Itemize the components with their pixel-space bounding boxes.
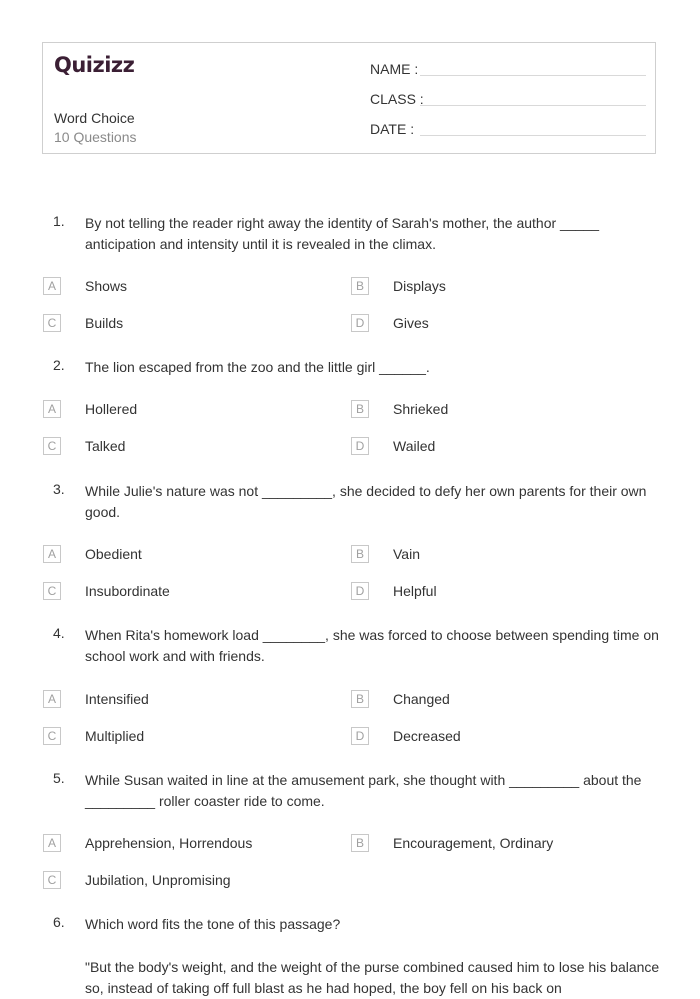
option-text: Changed — [393, 691, 450, 707]
class-label: CLASS : — [370, 91, 424, 107]
name-field[interactable] — [370, 61, 646, 81]
option-letter: C — [43, 871, 61, 889]
option-text: Apprehension, Horrendous — [85, 835, 253, 851]
option-letter: C — [43, 437, 61, 455]
option-letter: A — [43, 834, 61, 852]
question-number: 1. — [53, 213, 65, 229]
question-text: By not telling the reader right away the identity of Sarah's mother, the author _____ anticipation and intensity until it is revealed in the climax. — [85, 215, 603, 252]
question-number: 3. — [53, 481, 65, 497]
option-text: Insubordinate — [85, 583, 170, 599]
question-text: Which word fits the tone of this passage? — [85, 916, 341, 932]
worksheet-header — [42, 42, 656, 154]
date-line — [420, 135, 646, 136]
option-letter: D — [351, 314, 369, 332]
option-text: Helpful — [393, 583, 437, 599]
date-label: DATE : — [370, 121, 415, 137]
option-letter: C — [43, 314, 61, 332]
option-letter: B — [351, 690, 369, 708]
option-letter: C — [43, 582, 61, 600]
option-text: Decreased — [393, 728, 461, 744]
class-line — [420, 105, 646, 106]
option-letter: A — [43, 277, 61, 295]
question-number: 5. — [53, 770, 65, 786]
question-number: 4. — [53, 625, 65, 641]
option-text: Gives — [393, 315, 429, 331]
question-text: While Julie's nature was not _________, she decided to defy her own parents for their own good. — [85, 483, 651, 520]
option-text: Hollered — [85, 401, 138, 417]
option-text: Multiplied — [85, 728, 145, 744]
question-text: While Susan waited in line at the amusement park, she thought with _________ about the _________ roller coaster ride to come. — [85, 772, 646, 809]
option-letter: B — [351, 834, 369, 852]
option-text: Talked — [85, 438, 126, 454]
option-letter: B — [351, 545, 369, 563]
option-letter: C — [43, 727, 61, 745]
option-text: Jubilation, Unpromising — [85, 872, 231, 888]
option-letter: B — [351, 277, 369, 295]
option-letter: B — [351, 400, 369, 418]
passage-text: "But the body's weight, and the weight of the purse combined caused him to lose his balance so, instead of taking off full blast as he had hoped, the boy fell on his back on — [85, 959, 664, 996]
option-text: Builds — [85, 315, 124, 331]
option-text: Shows — [85, 278, 128, 294]
question-number: 2. — [53, 357, 65, 373]
question-count: 10 Questions — [54, 129, 137, 145]
option-text: Shrieked — [393, 401, 449, 417]
name-label: NAME : — [370, 61, 419, 77]
option-letter: A — [43, 690, 61, 708]
date-field[interactable] — [370, 121, 646, 141]
worksheet-title: Word Choice — [54, 110, 135, 126]
question-text: When Rita's homework load ________, she was forced to choose between spending time on school work and with friends. — [85, 627, 663, 664]
option-text: Vain — [393, 546, 420, 562]
option-text: Wailed — [393, 438, 436, 454]
option-letter: A — [43, 545, 61, 563]
option-letter: D — [351, 727, 369, 745]
option-text: Displays — [393, 278, 446, 294]
option-text: Intensified — [85, 691, 149, 707]
option-letter: D — [351, 582, 369, 600]
option-letter: A — [43, 400, 61, 418]
name-line — [420, 75, 646, 76]
option-text: Encouragement, Ordinary — [393, 835, 554, 851]
option-letter: D — [351, 437, 369, 455]
question-number: 6. — [53, 914, 65, 930]
class-field[interactable] — [370, 91, 646, 111]
quizizz-logo: Quizizz — [54, 53, 135, 77]
option-text: Obedient — [85, 546, 142, 562]
question-text: The lion escaped from the zoo and the little girl ______. — [85, 359, 430, 375]
